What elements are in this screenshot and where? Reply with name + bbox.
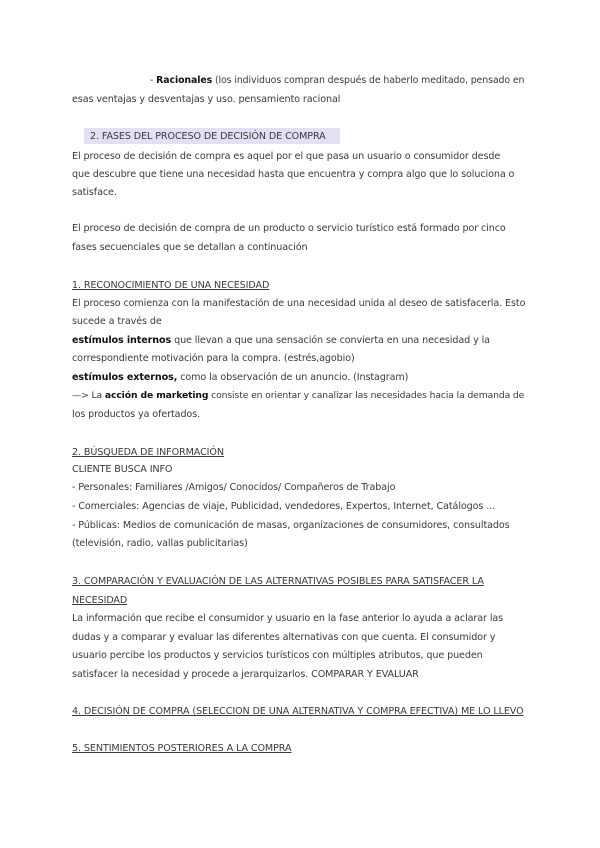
phase-5-heading: 5. SENTIMIENTOS POSTERIORES A LA COMPRA bbox=[72, 743, 292, 754]
paragraph-line: satisface. bbox=[72, 187, 117, 198]
paragraph-line: que descubre que tiene una necesidad hasta que encuentra y compra algo que lo soluciona o bbox=[72, 169, 515, 180]
paragraph-line: fases secuenciales que se detallan a continuación bbox=[72, 242, 308, 253]
phase-2-subheading: CLIENTE BUSCA INFO bbox=[72, 464, 173, 475]
marketing-line: —> La acción de marketing consiste en orientar y canalizar las necesidades hacia la demanda de bbox=[72, 390, 525, 401]
phase-4-heading: 4. DECISIÓN DE COMPRA (SELECCION DE UNA ALTERNATIVA Y COMPRA EFECTIVA) ME LO LLEVO bbox=[72, 706, 524, 717]
racionales-line-2: esas ventajas y desventajas y uso. pensamiento racional bbox=[72, 94, 341, 105]
externos-label: estímulos externos, bbox=[72, 372, 178, 383]
paragraph-line: La información que recibe el consumidor y usuario en la fase anterior lo ayuda a aclarar las bbox=[72, 613, 504, 624]
list-item: - Personales: Familiares /Amigos/ Conocidos/ Compañeros de Trabajo bbox=[72, 482, 396, 493]
marketing-label: acción de marketing bbox=[104, 390, 209, 401]
phase-2-heading: 2. BÚSQUEDA DE INFORMACIÓN bbox=[72, 447, 224, 458]
list-item: - Públicas: Medios de comunicación de masas, organizaciones de consumidores, consultados bbox=[72, 520, 510, 531]
paragraph-line: El proceso de decisión de compra de un producto o servicio turístico está formado por cinco bbox=[72, 223, 506, 234]
paragraph-line: los productos ya ofertados. bbox=[72, 409, 201, 420]
phase-3-heading: 3. COMPARACIÓN Y EVALUACIÓN DE LAS ALTERNATIVAS POSIBLES PARA SATISFACER LA bbox=[72, 576, 484, 587]
list-item: - Comerciales: Agencias de viaje, Publicidad, vendedores, Expertos, Internet, Catálogos ... bbox=[72, 501, 496, 512]
paragraph-line: El proceso comienza con la manifestación de una necesidad unida al deseo de satisfacerla. Esto bbox=[72, 298, 526, 309]
phase-3-heading-line-2: NECESIDAD bbox=[72, 595, 128, 606]
paragraph-line: correspondiente motivación para la compra. (estrés,agobio) bbox=[72, 353, 355, 364]
paragraph-line: dudas y a comparar y evaluar las diferentes alternativas con que cuenta. El consumidor y bbox=[72, 632, 496, 643]
list-item-continuation: (televisión, radio, vallas publicitarias) bbox=[72, 538, 248, 549]
phase-1-heading: 1. RECONOCIMIENTO DE UNA NECESIDAD bbox=[72, 280, 270, 291]
internos-label: estímulos internos bbox=[72, 335, 172, 346]
paragraph-line: satisfacer la necesidad y procede a jerarquizarlos. COMPARAR Y EVALUAR bbox=[72, 669, 419, 680]
racionales-line-1: - Racionales (los individuos compran después de haberlo meditado, pensado en bbox=[150, 75, 525, 86]
paragraph-line: usuario percibe los productos y servicios turísticos con múltiples atributos, que pueden bbox=[72, 650, 483, 661]
paragraph-line: sucede a través de bbox=[72, 316, 162, 327]
paragraph-line: El proceso de decisión de compra es aquel por el que pasa un usuario o consumidor desde bbox=[72, 151, 501, 162]
section-title: 2. FASES DEL PROCESO DE DECISIÓN DE COMPRA bbox=[90, 131, 326, 142]
racionales-label: Racionales bbox=[156, 75, 213, 86]
internos-line: estímulos internos que llevan a que una sensación se convierta en una necesidad y la bbox=[72, 335, 490, 346]
externos-line: estímulos externos, como la observación de un anuncio. (Instagram) bbox=[72, 372, 409, 383]
